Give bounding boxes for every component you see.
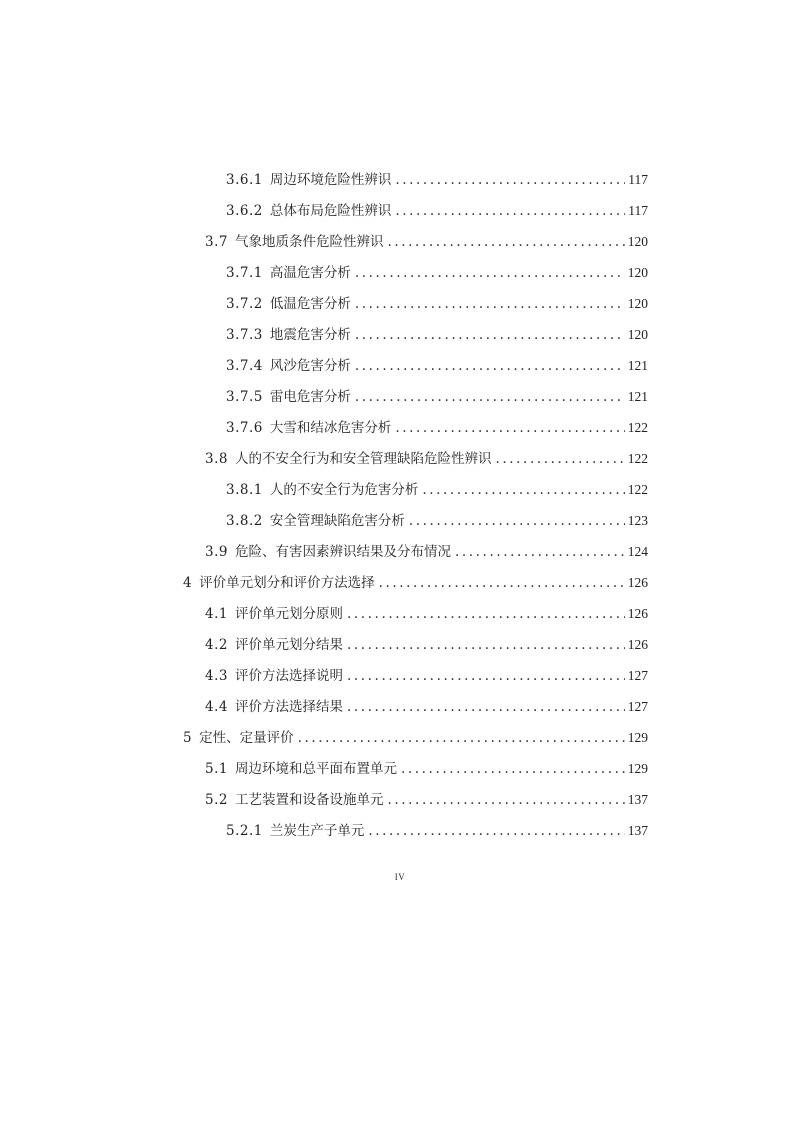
toc-entry-page: 122 [627, 451, 648, 466]
toc-leader-dots [355, 296, 625, 312]
toc-leader-dots [355, 389, 625, 405]
toc-entry-title: 气象地质条件危险性辨识 [234, 234, 384, 250]
toc-entry-title: 定性、定量评价 [199, 730, 294, 746]
toc-entry-number: 3.8 [205, 451, 228, 467]
toc-entry-number: 4.3 [205, 668, 228, 684]
toc-leader-dots [347, 606, 625, 622]
toc-entry-title: 地震危害分析 [269, 327, 351, 343]
toc-leader-dots [401, 761, 625, 777]
toc-entry-page: 117 [628, 172, 648, 187]
toc-entry[interactable] [0, 230, 800, 261]
toc-leader-dots [298, 730, 625, 746]
toc-leader-dots [368, 823, 624, 839]
toc-entry[interactable] [0, 354, 800, 385]
toc-entry-title: 低温危害分析 [269, 296, 351, 312]
toc-entry[interactable] [0, 168, 800, 199]
toc-entry[interactable] [0, 199, 800, 230]
toc-entry[interactable] [0, 540, 800, 571]
toc-entry[interactable] [0, 447, 800, 478]
toc-entry-page: 123 [627, 513, 648, 528]
toc-entry-title: 雷电危害分析 [269, 389, 351, 405]
toc-entry-number: 5.1 [205, 761, 228, 777]
toc-entry-page: 137 [627, 792, 648, 807]
toc-entry-page: 120 [627, 296, 648, 311]
toc-entry-page: 120 [627, 234, 648, 249]
toc-entry-number: 3.8.1 [226, 482, 263, 498]
toc-entry-number: 3.8.2 [226, 513, 263, 529]
toc-entry-page: 117 [628, 203, 648, 218]
toc-leader-dots [395, 172, 625, 188]
toc-entry[interactable] [0, 416, 800, 447]
toc-entry[interactable] [0, 788, 800, 819]
toc-entry-page: 120 [627, 327, 648, 342]
toc-entry-number: 3.7.4 [226, 358, 263, 374]
toc-leader-dots [355, 327, 625, 343]
toc-entry[interactable] [0, 726, 800, 757]
toc-entry-page: 122 [627, 482, 648, 497]
toc-entry-number: 5.2 [205, 792, 228, 808]
toc-entry[interactable] [0, 664, 800, 695]
toc-entry-number: 3.7 [205, 234, 228, 250]
toc-entry[interactable] [0, 385, 800, 416]
toc-entry-number: 3.6.2 [226, 203, 263, 219]
toc-leader-dots [355, 265, 625, 281]
toc-entry-number: 4.4 [205, 699, 228, 715]
toc-entry-page: 124 [627, 544, 648, 559]
toc-leader-dots [347, 668, 625, 684]
toc-leader-dots [387, 792, 624, 808]
table-of-contents [0, 168, 800, 850]
toc-entry-number: 4.1 [205, 606, 228, 622]
toc-entry-title: 大雪和结冰危害分析 [269, 420, 392, 436]
toc-entry-number: 3.9 [205, 544, 228, 560]
toc-entry-title: 评价方法选择结果 [234, 699, 343, 715]
toc-entry-number: 5.2.1 [226, 823, 263, 839]
toc-entry-title: 风沙危害分析 [269, 358, 351, 374]
toc-leader-dots [409, 513, 625, 529]
toc-entry-number: 3.6.1 [226, 172, 263, 188]
toc-entry-page: 122 [627, 420, 648, 435]
toc-entry-page: 127 [627, 668, 648, 683]
toc-entry[interactable] [0, 292, 800, 323]
toc-entry-page: 121 [627, 389, 648, 404]
toc-entry-page: 126 [627, 575, 648, 590]
toc-entry-page: 137 [627, 823, 648, 838]
toc-entry[interactable] [0, 261, 800, 292]
toc-leader-dots [347, 699, 625, 715]
toc-entry-title: 总体布局危险性辨识 [269, 203, 392, 219]
toc-leader-dots [395, 420, 624, 436]
toc-entry[interactable] [0, 509, 800, 540]
toc-entry-title: 周边环境危险性辨识 [269, 172, 392, 188]
toc-entry-number: 3.7.6 [226, 420, 263, 436]
toc-entry[interactable] [0, 478, 800, 509]
toc-entry[interactable] [0, 571, 800, 602]
toc-entry[interactable] [0, 757, 800, 788]
toc-entry-title: 工艺装置和设备设施单元 [234, 792, 384, 808]
toc-entry-number: 3.7.5 [226, 389, 263, 405]
toc-entry-page: 129 [627, 730, 648, 745]
toc-entry[interactable] [0, 819, 800, 850]
toc-leader-dots [455, 544, 625, 560]
toc-entry-title: 人的不安全行为危害分析 [269, 482, 419, 498]
toc-entry-title: 评价方法选择说明 [234, 668, 343, 684]
toc-entry-title: 人的不安全行为和安全管理缺陷危险性辨识 [234, 451, 492, 467]
toc-entry-page: 127 [627, 699, 648, 714]
toc-entry[interactable] [0, 695, 800, 726]
toc-entry-number: 5 [183, 730, 193, 746]
toc-leader-dots [355, 358, 625, 374]
toc-entry-number: 4 [183, 575, 193, 591]
toc-leader-dots [395, 203, 625, 219]
toc-entry-number: 3.7.3 [226, 327, 263, 343]
page-number: IV [394, 872, 406, 882]
toc-entry-page: 129 [627, 761, 648, 776]
toc-entry-title: 兰炭生产子单元 [269, 823, 365, 839]
toc-entry-number: 3.7.2 [226, 296, 263, 312]
toc-entry-title: 高温危害分析 [269, 265, 351, 281]
toc-entry-number: 3.7.1 [226, 265, 263, 281]
toc-entry-title: 评价单元划分原则 [234, 606, 343, 622]
toc-entry-page: 126 [627, 606, 648, 621]
toc-entry-page: 121 [627, 358, 648, 373]
toc-entry-title: 安全管理缺陷危害分析 [269, 513, 405, 529]
toc-entry[interactable] [0, 602, 800, 633]
toc-entry-title: 周边环境和总平面布置单元 [234, 761, 397, 777]
toc-leader-dots [379, 575, 625, 591]
toc-leader-dots [347, 637, 625, 653]
toc-leader-dots [422, 482, 624, 498]
toc-entry-title: 评价单元划分和评价方法选择 [199, 575, 375, 591]
toc-entry[interactable] [0, 323, 800, 354]
toc-leader-dots [387, 234, 624, 250]
toc-entry-page: 120 [627, 265, 648, 280]
toc-entry-title: 评价单元划分结果 [234, 637, 343, 653]
toc-entry[interactable] [0, 633, 800, 664]
toc-entry-title: 危险、有害因素辨识结果及分布情况 [234, 544, 451, 560]
toc-entry-number: 4.2 [205, 637, 228, 653]
toc-entry-page: 126 [627, 637, 648, 652]
toc-leader-dots [495, 451, 624, 467]
